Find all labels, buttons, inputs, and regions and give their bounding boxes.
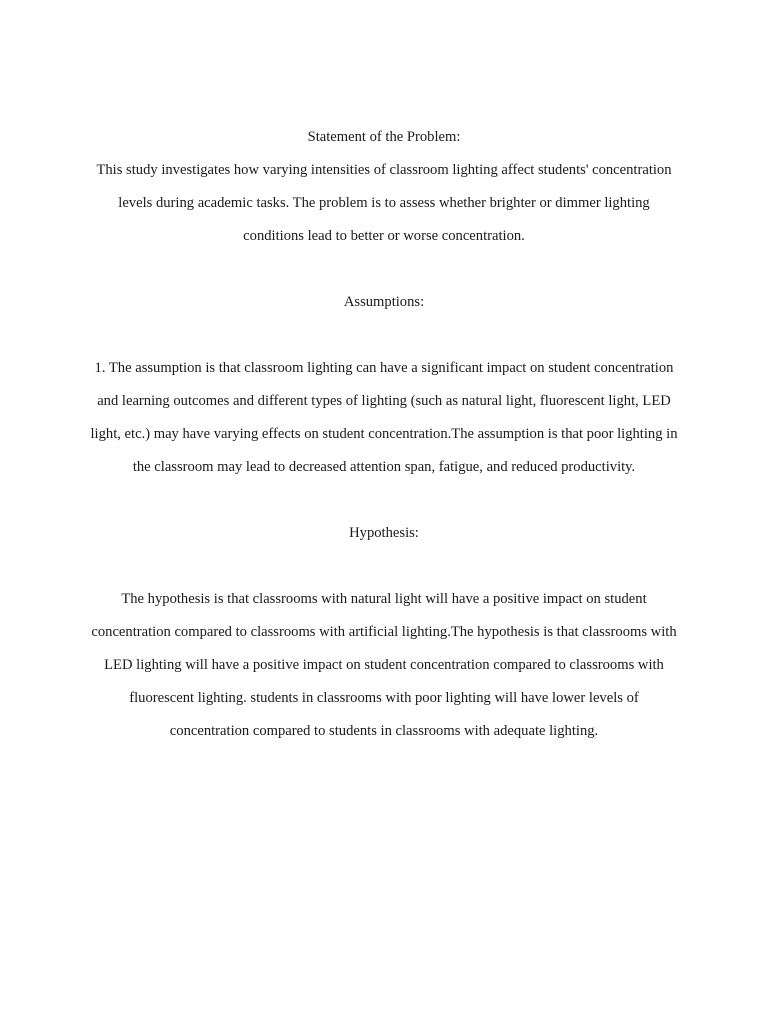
document-body	[90, 121, 678, 748]
assumptions-heading: Assumptions:	[343, 294, 425, 310]
problem-statement-text: This study investigates how varying intensities of classroom lighting affect students' concentration levels during academic tasks. The problem is to assess whether brighter or dimmer lighting conditions lead to better or worse concentration.	[96, 162, 672, 244]
assumptions-text: 1. The assumption is that classroom lighting can have a significant impact on student concentration and learning outcomes and different types of lighting (such as natural light, fluorescent light, LED light, etc.) may have varying effects on student concentration.The assumption is that poor lighting in the classroom may lead to decreased attention span, fatigue, and reduced productivity.	[90, 360, 678, 475]
spacer	[90, 253, 678, 286]
spacer	[90, 484, 678, 517]
spacer	[90, 550, 678, 583]
spacer	[90, 319, 678, 352]
hypothesis-text: The hypothesis is that classrooms with natural light will have a positive impact on student concentration compared to classrooms with artificial lighting.The hypothesis is that classrooms with LED lighting will have a positive impact on student concentration compared to classrooms with fluorescent lighting. students in classrooms with poor lighting will have lower levels of concentration compared to students in classrooms with adequate lighting.	[91, 591, 677, 739]
hypothesis-heading: Hypothesis:	[349, 525, 419, 541]
problem-statement-heading: Statement of the Problem:	[307, 129, 461, 145]
